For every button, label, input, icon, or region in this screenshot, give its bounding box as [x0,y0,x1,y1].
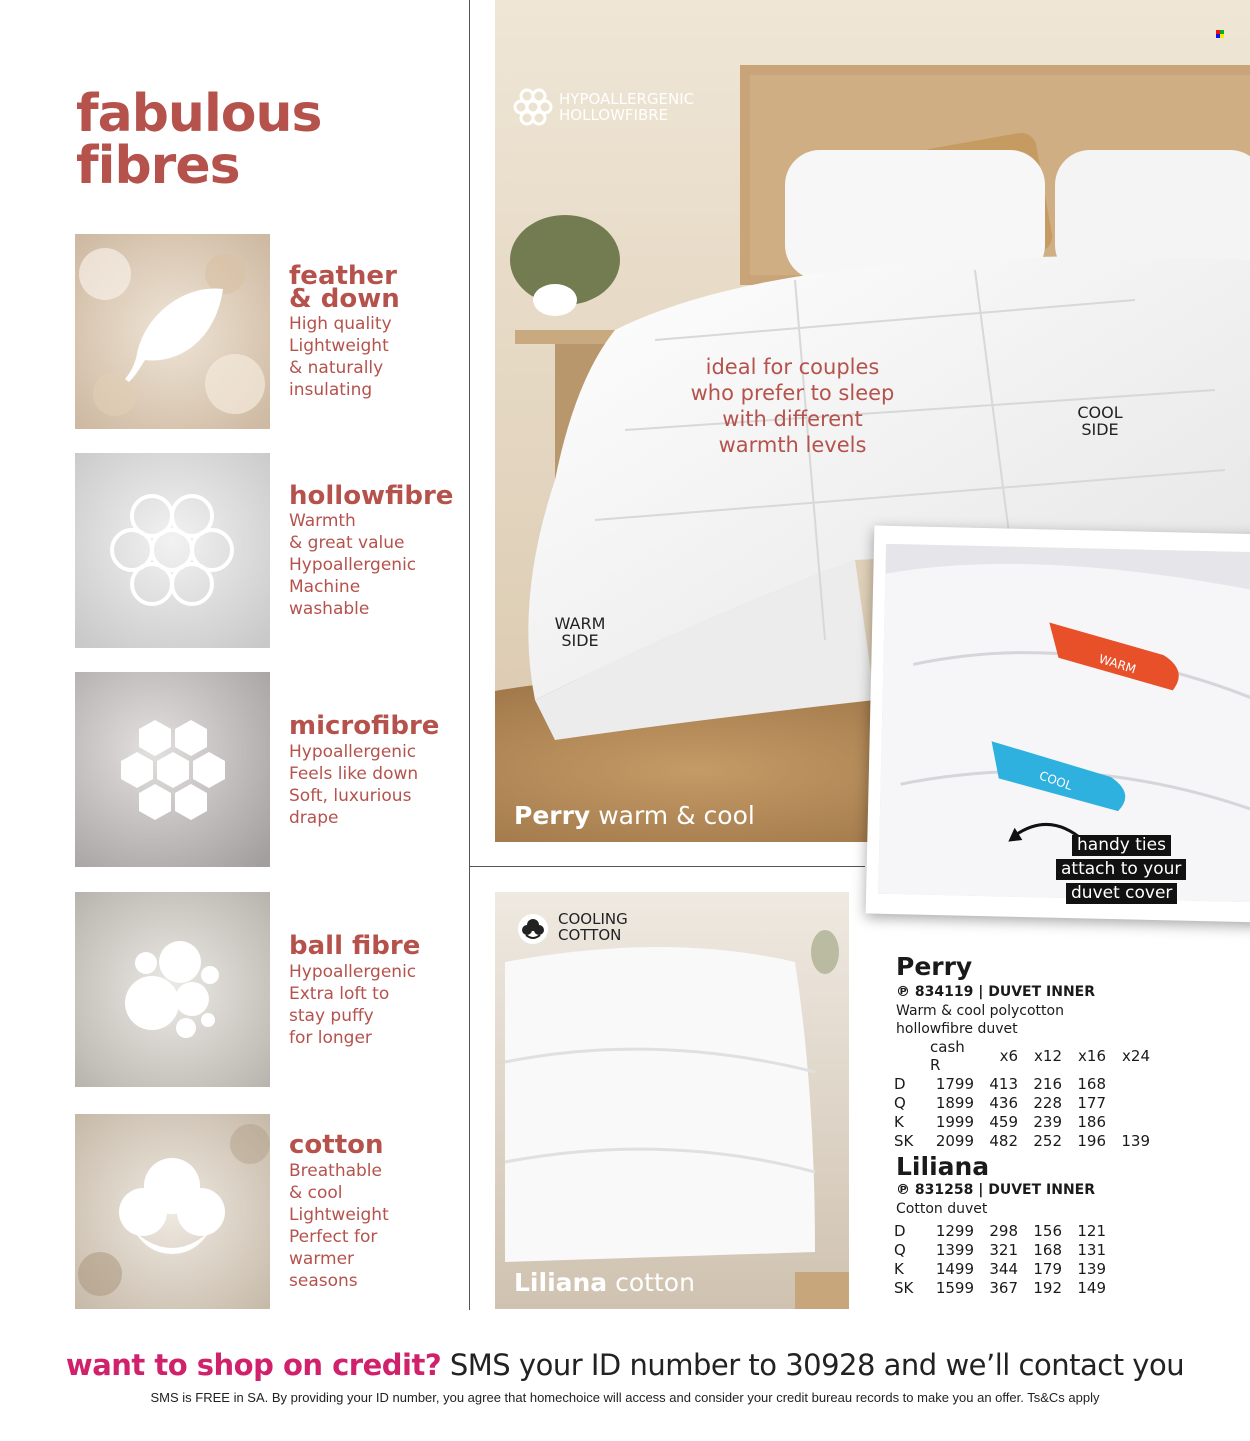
product-desc-perry: Warm & cool polycotton hollowfibre duvet [896,1003,1064,1037]
title-line-1: fabulous [76,84,322,144]
table-row: K 1999 459 239 186 [894,1112,1106,1131]
hollowfibre-texture-image [75,453,270,648]
cotton-tag-icon [517,913,549,945]
credit-banner [0,1348,1250,1382]
warm-tag-text: WARM [1097,651,1138,677]
feather-texture-image [75,234,270,429]
product-desc-liliana: Cotton duvet [896,1201,988,1217]
liliana-price-table [894,1221,1106,1297]
credit-banner-text: SMS your ID number to 30928 and we’ll contact you [441,1348,1185,1382]
cooling-cotton-line-2: COTTON [558,926,622,944]
perry-caption: Perry warm & cool [514,801,755,830]
liliana-caption: Liliana cotton [514,1268,695,1297]
ball-fibre-texture-image [75,892,270,1087]
hypoallergenic-line-2: HOLLOWFIBRE [559,106,669,124]
microfibre-texture-image [75,672,270,867]
table-row: Q 1899 436 228 177 [894,1093,1106,1112]
product-name-liliana: Liliana [896,1152,990,1181]
cotton-texture-image [75,1114,270,1309]
table-row: D 1299 298 156 121 [894,1221,1106,1240]
fibre-desc-cotton: Breathable & cool Lightweight Perfect for warmer seasons [289,1161,389,1291]
fibre-desc-ball-fibre: Hypoallergenic Extra loft to stay puffy for longer [289,962,417,1048]
code-circle-icon: ℗ [896,1182,910,1198]
liliana-duvet-photo [495,892,849,1309]
table-row: SK 2099 482 252 196 139 [894,1131,1150,1150]
title-line-2: fibres [76,136,240,196]
product-code-liliana: ℗ 831258 | DUVET INNER [896,1182,1096,1198]
fibre-name-hollowfibre: hollowfibre [289,481,454,511]
couples-callout: ideal for couples who prefer to sleep with different warmth levels [690,355,895,457]
price-header-row: cash R x6 x12 x16 x24 [930,1038,1150,1074]
table-row: D 1799 413 216 168 [894,1074,1106,1093]
product-name-perry: Perry [896,952,973,981]
warm-side-label: WARM SIDE [554,614,606,650]
page-title [76,84,456,196]
fibre-desc-feather: High quality Lightweight & naturally insulating [289,314,392,400]
fibre-name-ball-fibre: ball fibre [289,931,421,961]
table-row: K 1499 344 179 139 [894,1259,1106,1278]
vertical-divider [469,0,470,1310]
cool-side-label: COOL SIDE [1077,403,1123,439]
flower-circles-tag-icon [513,88,553,126]
table-row: Q 1399 321 168 131 [894,1240,1106,1259]
hypoallergenic-line-1: HYPOALLERGENIC [559,90,695,108]
table-row: SK 1599 367 192 149 [894,1278,1106,1297]
fibre-name-cotton: cotton [289,1130,384,1160]
cooling-cotton-line-1: COOLING [558,910,628,928]
perry-price-table [894,1038,1150,1150]
cool-tag-text: COOL [1037,768,1075,793]
fibre-name-feather: feather & down [289,261,400,314]
fibre-desc-hollowfibre: Warmth & great value Hypoallergenic Machine washable [289,511,417,619]
horizontal-divider [470,866,865,867]
fibre-name-microfibre: microfibre [289,711,440,741]
product-code-perry: ℗ 834119 | DUVET INNER [896,984,1096,1000]
fine-print: SMS is FREE in SA. By providing your ID number, you agree that homechoice will access and consider your credit bureau records to make you an offer. Ts&Cs apply [150,1390,1100,1405]
code-circle-icon: ℗ [896,984,910,1000]
credit-banner-highlight: want to shop on credit? [65,1348,442,1382]
color-registration-icon [1216,30,1224,38]
handy-ties-label: handy ties attach to your duvet cover [1056,835,1186,907]
fibre-desc-microfibre: Hypoallergenic Feels like down Soft, luxurious drape [289,742,419,828]
